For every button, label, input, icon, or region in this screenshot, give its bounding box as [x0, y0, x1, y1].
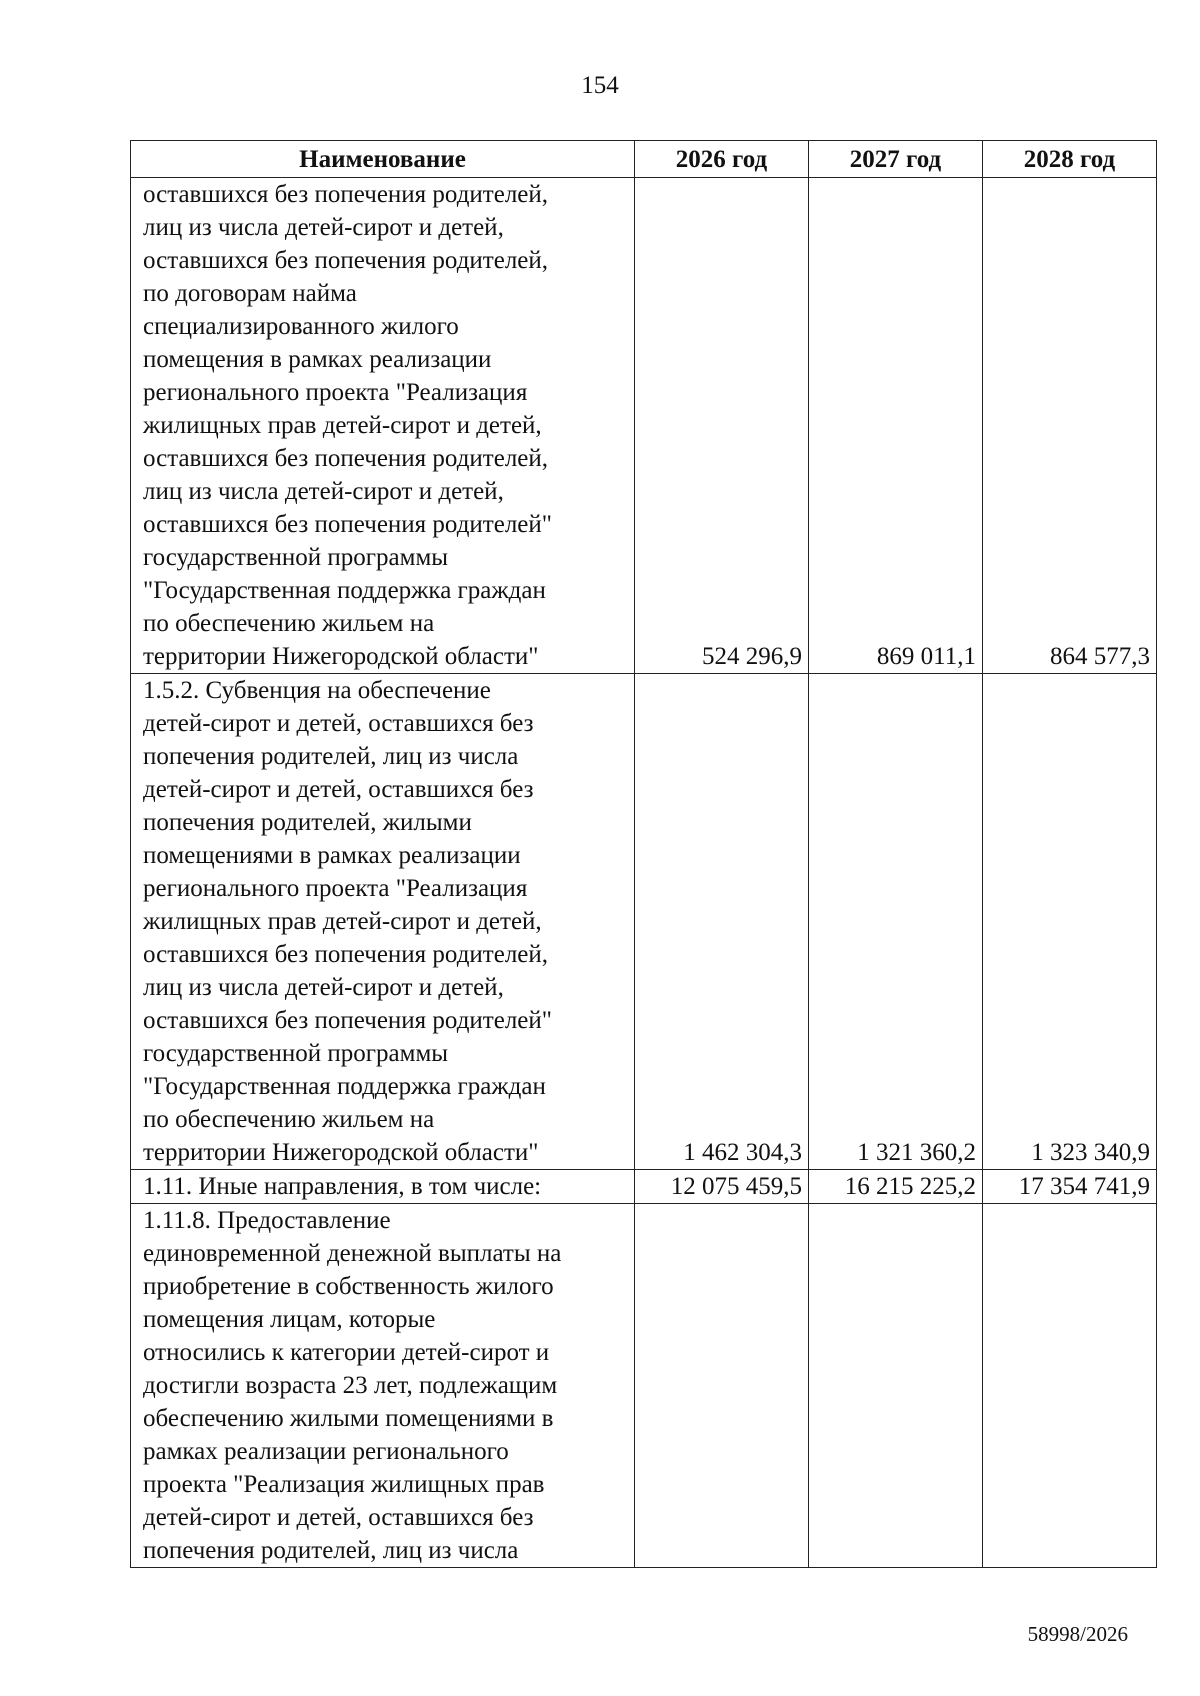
row-value-2027: 16 215 225,2 — [809, 1170, 983, 1204]
row-name: 1.11. Иные направления, в том числе: — [131, 1170, 635, 1204]
row-value-2026: 1 462 304,3 — [635, 674, 809, 1170]
table-row — [131, 178, 1157, 674]
table-row — [131, 674, 1157, 1170]
row-value-2028: 17 354 741,9 — [983, 1170, 1157, 1204]
table-header-row — [131, 141, 1157, 178]
row-value-2027 — [809, 1204, 983, 1568]
header-2028: 2028 год — [983, 141, 1157, 178]
row-value-2026: 524 296,9 — [635, 178, 809, 674]
header-name: Наименование — [131, 141, 635, 178]
row-value-2028 — [983, 1204, 1157, 1568]
table-row — [131, 1204, 1157, 1568]
page-number: 154 — [581, 72, 619, 99]
header-2026: 2026 год — [635, 141, 809, 178]
table-row — [131, 1170, 1157, 1204]
row-value-2026 — [635, 1204, 809, 1568]
row-value-2028: 1 323 340,9 — [983, 674, 1157, 1170]
row-name: 1.11.8. Предоставление единовременной денежной выплаты на приобретение в собственность жилого помещения лицам, которые относились к категории детей-сирот и достигли возраста 23 лет, подлежащим обеспечению жилыми помещениями в рамках реализации регионального проекта "Реализация жилищных прав детей-сирот и детей, оставшихся без попечения родителей, лиц из числа — [131, 1204, 635, 1568]
row-value-2026: 12 075 459,5 — [635, 1170, 809, 1204]
document-number: 58998/2026 — [1027, 1622, 1128, 1646]
budget-table — [130, 140, 1157, 1568]
row-value-2027: 1 321 360,2 — [809, 674, 983, 1170]
row-name: 1.5.2. Субвенция на обеспечение детей-сирот и детей, оставшихся без попечения родителей, лиц из числа детей-сирот и детей, оставшихся без попечения родителей, жилыми помещениями в рамках реализации регионального проекта "Реализация жилищных прав детей-сирот и детей, оставшихся без попечения родителей, лиц из числа детей-сирот и детей, оставшихся без попечения родителей" государственной программы "Государственная поддержка граждан по обеспечению жильем на территории Нижегородской области" — [131, 674, 635, 1170]
row-name: оставшихся без попечения родителей, лиц из числа детей-сирот и детей, оставшихся без попечения родителей, по договорам найма специализированного жилого помещения в рамках реализации регионального проекта "Реализация жилищных прав детей-сирот и детей, оставшихся без попечения родителей, лиц из числа детей-сирот и детей, оставшихся без попечения родителей" государственной программы "Государственная поддержка граждан по обеспечению жильем на территории Нижегородской области" — [131, 178, 635, 674]
row-value-2027: 869 011,1 — [809, 178, 983, 674]
header-2027: 2027 год — [809, 141, 983, 178]
row-value-2028: 864 577,3 — [983, 178, 1157, 674]
